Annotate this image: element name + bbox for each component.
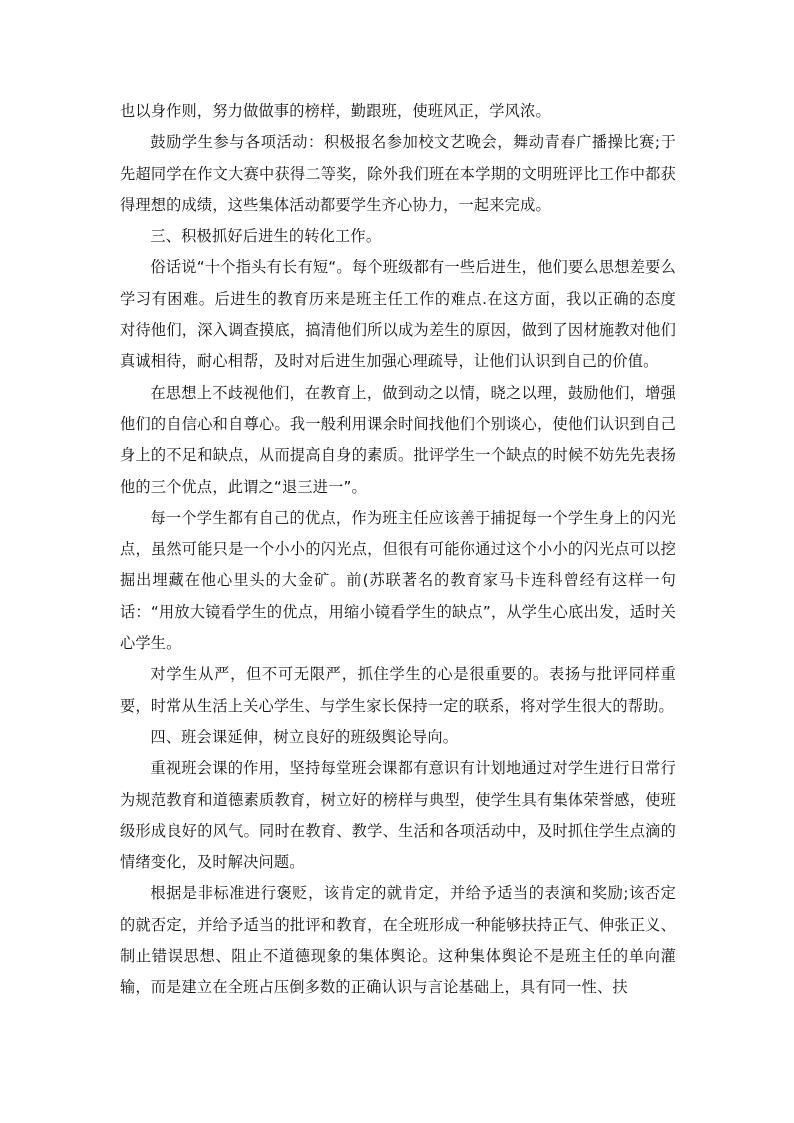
- paragraph-proverb: 俗话说“十个指头有长有短“。每个班级都有一些后进生，他们要么思想差要么学习有困难。后进生的教育历来是班主任工作的难点.在这方面，我以正确的态度对待他们，深入调查摸底，搞清他们所以成为差生的原因，做到了因材施教对他们真诚相待，耐心相帮，及时对后进生加强心理疏导，让他们认识到自己的价值。: [120, 258, 676, 371]
- section-heading-4: 四、班会课延伸，树立良好的班级舆论导向。: [150, 727, 459, 746]
- paragraph-continuation: 也以身作则，努力做做事的榜样，勤跟班，使班风正，学风浓。: [120, 102, 551, 120]
- paragraph-public-opinion: 根据是非标准进行褒贬，该肯定的就肯定，并给予适当的表演和奖励;该否定的就否定，并给予适当的批评和教育，在全班形成一种能够扶持正气、伸张正义、制止错误思想、阻止不道德现象的集体舆论。这种集体舆论不是班主任的单向灌输，而是建立在全班占压倒多数的正确认识与言论基础上，具有同一性、扶: [120, 884, 676, 997]
- paragraph-attitude: 在思想上不歧视他们，在教育上，做到动之以情，晓之以理，鼓励他们，增强他们的自信心和自尊心。我一般利用课余时间找他们个别谈心，使他们认识到自己身上的不足和缺点，从而提高自身的素质。批评学生一个缺点的时候不妨先先表扬他的三个优点，此谓之“退三进一”。: [120, 383, 676, 496]
- document-body: [120, 96, 676, 1004]
- paragraph-class-meeting: 重视班会课的作用，坚持每堂班会课都有意识有计划地通过对学生进行日常行为规范教育和道德素质教育，树立好的榜样与典型，使学生具有集体荣誉感，使班级形成良好的风气。同时在教育、教学、生活和各项活动中，及时抓住学生点滴的情绪变化，及时解决问题。: [120, 759, 676, 872]
- section-heading-3: 三、积极抓好后进生的转化工作。: [150, 227, 382, 246]
- paragraph-strictness: 对学生从严，但不可无限严，抓住学生的心是很重要的。表扬与批评同样重要，时常从生活上关心学生、与学生家长保持一定的联系，将对学生很大的帮助。: [120, 665, 676, 715]
- paragraph-activities: 鼓励学生参与各项活动：积极报名参加校文艺晚会，舞动青春广播操比赛;于先超同学在作文大赛中获得二等奖，除外我们班在本学期的文明班评比工作中都获得理想的成绩，这些集体活动都要学生齐心协力，一起来完成。: [120, 133, 676, 214]
- paragraph-strengths: 每一个学生都有自己的优点，作为班主任应该善于捕捉每一个学生身上的闪光点，虽然可能只是一个小小的闪光点，但很有可能你通过这个小小的闪光点可以挖掘出埋藏在他心里头的大金矿。前(苏联著名的教育家马卡连科曾经有这样一句话：“用放大镜看学生的优点，用缩小镜看学生的缺点”，从学生心底出发，适时关心学生。: [120, 508, 676, 653]
